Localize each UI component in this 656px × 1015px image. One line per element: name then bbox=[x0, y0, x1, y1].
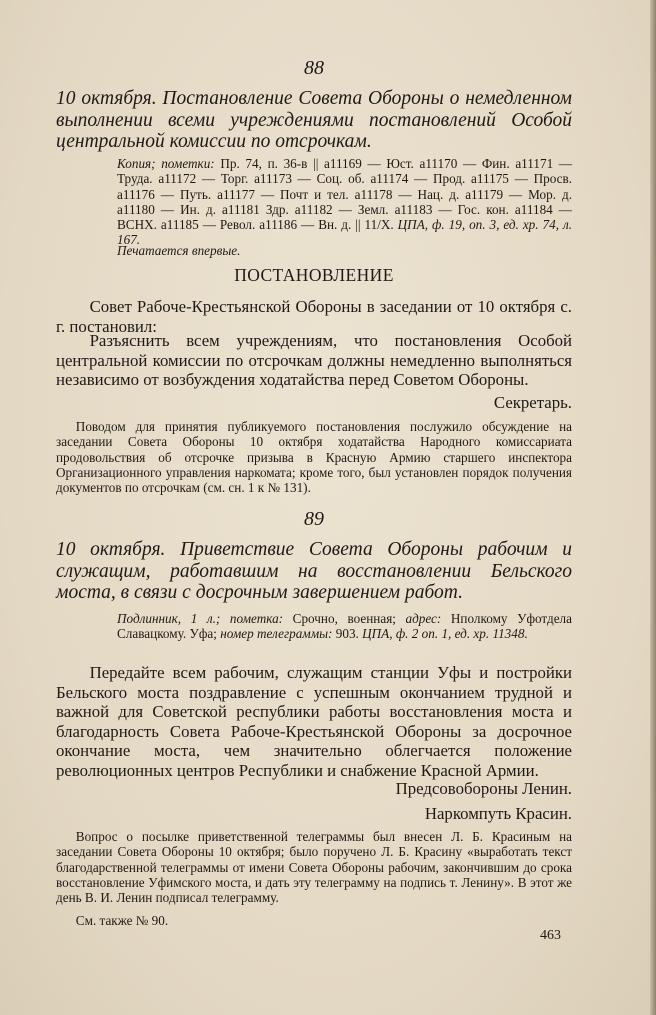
source-body: Пр. 74, п. 36-в || а11169 — Юст. а11170 — Фин. а11171 — Труда. а11172 — Торг. а11173 — Соц. об. а11174 — Прод. а11175 — Просв. а11176 — Путь. а11177 — Почт и тел. а11178 — Нац. д. а11179 — Мор. д. а11180 — Ин. д. а11181 Здр. а11182 — Земл. а11183 — Гос. кон. а11184 — ВСНХ. а11185 — Револ. а11186 — Вн. д. || 11/X. bbox=[117, 156, 573, 233]
doc-89-signature-krasin: Наркомпуть Красин. bbox=[424, 804, 572, 823]
source-lead: Копия; пометки: bbox=[117, 156, 215, 171]
doc-89-source-note bbox=[117, 611, 572, 642]
doc-89-body: Передайте всем рабочим, служащим станции Уфы и постройки Бельского моста поздравление с успешным окончанием трудной и важной для Советской республики работы восстановления моста и благодарность Совета Рабоче-Крестьянской Обороны за досрочное окончание моста, чем значительно облегчается положение революционных центров Республики и снабжение Красной Армии. bbox=[56, 663, 572, 780]
source-original: Подлинник, 1 л.; пометка: bbox=[117, 611, 284, 626]
book-spine-edge bbox=[650, 0, 656, 1015]
source-telegram-number: 903. bbox=[332, 626, 363, 642]
doc-88-source-note bbox=[117, 156, 572, 248]
source-address-label: адрес: bbox=[405, 611, 442, 626]
source-archive: ЦПА, ф. 2 оп. 1, ед. хр. 11348. bbox=[362, 626, 528, 642]
source-address: Нполкому Уфотдела Славацкому. Уфа; bbox=[117, 611, 572, 642]
source-mark: Срочно, военная; bbox=[283, 611, 406, 626]
doc-88-paragraph-1: Совет Рабоче-Крестьянской Обороны в заседании от 10 октября с. г. постановил: bbox=[56, 297, 572, 336]
doc-89-see-also: См. также № 90. bbox=[75, 913, 169, 928]
doc-88-signature: Секретарь. bbox=[493, 393, 572, 412]
doc-number-88: 88 bbox=[304, 57, 324, 79]
doc-89-signature-lenin: Предсовобороны Ленин. bbox=[395, 779, 572, 798]
resolution-heading: ПОСТАНОВЛЕНИЕ bbox=[234, 265, 394, 285]
doc-89-footnote: Вопрос о посылке приветственной телеграммы был внесен Л. Б. Красиным на заседании Совета Обороны 10 октября; было поручено Л. Б. Красину «выработать текст благодарственной телеграммы от имени Совета Обороны рабочим, закончившим до срока восстановление Уфимского моста, и дать эту телеграмму на подпись т. Ленину». В этот же день В. И. Ленин подписал телеграмму. bbox=[56, 829, 572, 906]
doc-89-title: 10 октября. Приветствие Совета Обороны рабочим и служащим, работавшим на восстановлении Бельского моста, в связи с досрочным завершением работ. bbox=[56, 539, 572, 603]
doc-number-89: 89 bbox=[304, 508, 324, 530]
doc-88-paragraph-2: Разъяснить всем учреждениям, что постановления Особой центральной комиссии по отсрочкам должны немедленно выполняться независимо от возбуждения ходатайства перед Советом Обороны. bbox=[56, 331, 572, 390]
page-number: 463 bbox=[540, 928, 561, 943]
doc-88-title: 10 октября. Постановление Совета Обороны о немедленном выполнении всеми учреждениями постановлений Особой центральной комиссии по отсрочкам. bbox=[56, 88, 572, 152]
doc-88-printed-first bbox=[117, 243, 572, 258]
printed-first-label: Печатается впервые. bbox=[117, 243, 241, 258]
source-archive: ЦПА, ф. 19, оп. 3, ед. хр. 74, л. 167. bbox=[117, 217, 573, 248]
doc-88-footnote: Поводом для принятия публикуемого постановления послужило обсуждение на заседании Совета Обороны 10 октября ходатайства Народного комиссариата продовольствия об отсрочке призыва в Красную Армию старшего инспектора Организационного управления наркомата; кроме того, был установлен порядок получения документов по отсрочкам (см. сн. 1 к № 131). bbox=[56, 419, 572, 496]
source-telegram-label: номер телеграммы: bbox=[220, 626, 333, 642]
